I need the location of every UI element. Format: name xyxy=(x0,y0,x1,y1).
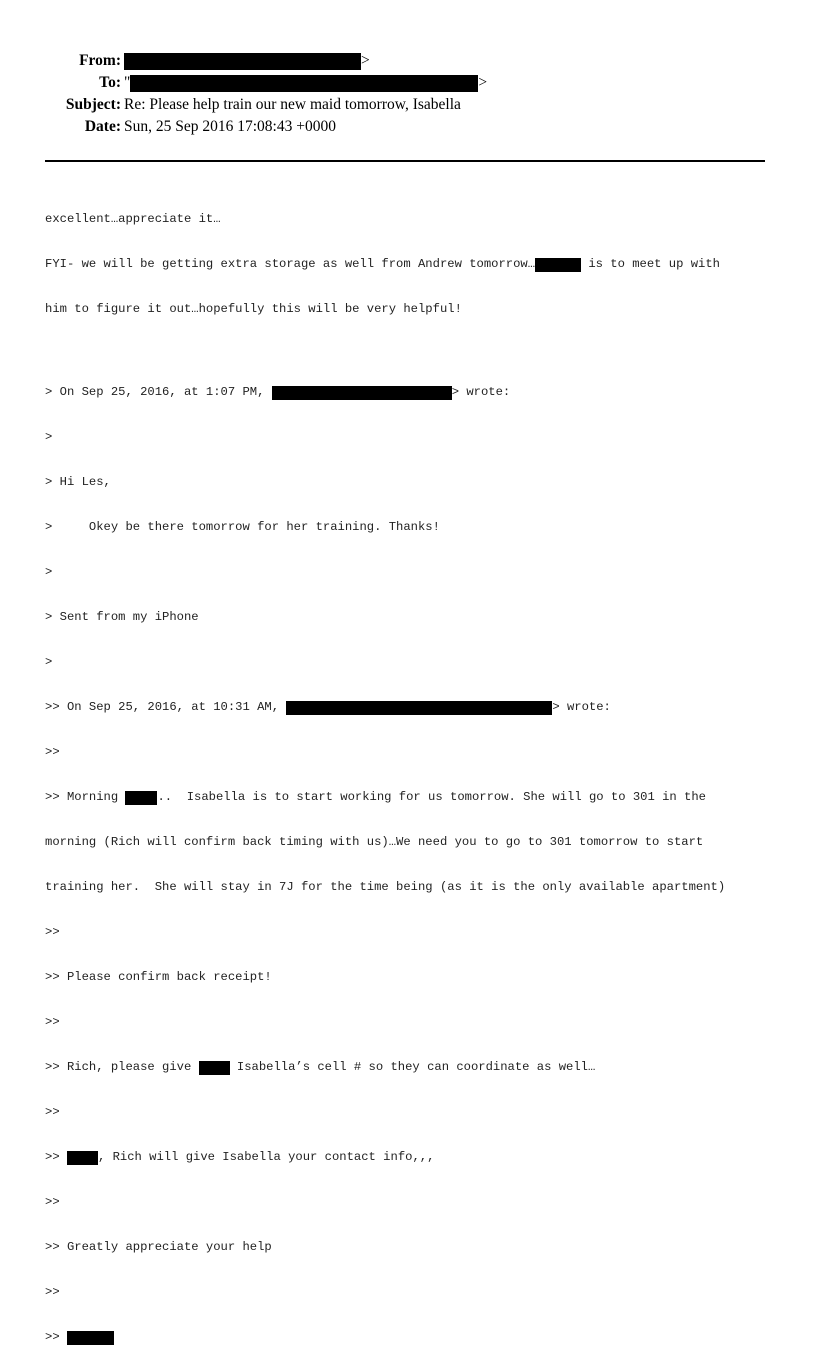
body-line xyxy=(45,1330,785,1345)
redaction-block xyxy=(124,53,361,70)
to-prefix: " xyxy=(124,74,131,91)
body-line xyxy=(45,1240,785,1255)
body-line xyxy=(45,745,785,760)
body-line xyxy=(45,385,785,400)
from-label: From: xyxy=(79,52,121,69)
text: > xyxy=(45,430,53,444)
text: > Okey be there tomorrow for her training. Thanks! xyxy=(45,520,440,534)
text: >> xyxy=(45,1195,60,1209)
body-line xyxy=(45,257,785,272)
body-line xyxy=(45,1150,785,1165)
body-line xyxy=(45,700,785,715)
redaction-block xyxy=(67,1331,114,1345)
redaction-block xyxy=(535,258,581,272)
body-line xyxy=(45,430,785,445)
to-suffix: > xyxy=(478,74,488,91)
text: >> xyxy=(45,1105,60,1119)
body-line xyxy=(45,925,785,940)
redaction-block xyxy=(130,75,478,92)
body-line xyxy=(45,610,785,625)
text: > On Sep 25, 2016, at 1:07 PM, xyxy=(45,385,272,399)
body-line xyxy=(45,970,785,985)
body-line xyxy=(45,1105,785,1120)
to-label: To: xyxy=(99,74,121,91)
text: > xyxy=(45,655,53,669)
text: >> Greatly appreciate your help xyxy=(45,1240,272,1254)
text: >> xyxy=(45,1285,60,1299)
text: >> xyxy=(45,1150,67,1164)
from-value xyxy=(124,52,370,70)
text: FYI- we will be getting extra storage as well from Andrew tomorrow… xyxy=(45,257,536,271)
to-value xyxy=(124,74,487,92)
text: >> xyxy=(45,1015,60,1029)
redaction-block xyxy=(272,386,452,400)
redaction-block xyxy=(286,701,552,715)
body-line xyxy=(45,302,785,317)
subject-value: Re: Please help train our new maid tomorrow, Isabella xyxy=(124,96,461,113)
body-line xyxy=(45,1060,785,1075)
body-line xyxy=(45,1195,785,1210)
text: > wrote: xyxy=(451,385,511,399)
text: is to meet up with xyxy=(581,257,720,271)
redaction-block xyxy=(199,1061,230,1075)
text: >> Morning xyxy=(45,790,126,804)
body-line xyxy=(45,835,785,850)
text: >> On Sep 25, 2016, at 10:31 AM, xyxy=(45,700,287,714)
text: > xyxy=(45,565,53,579)
body-line xyxy=(45,520,785,535)
text: >> Please confirm back receipt! xyxy=(45,970,272,984)
header-divider xyxy=(45,160,765,162)
text: , Rich will give Isabella your contact info,,, xyxy=(97,1150,435,1164)
date-label: Date: xyxy=(84,118,121,135)
text: >> Rich, please give xyxy=(45,1060,199,1074)
text: excellent…appreciate it… xyxy=(45,212,221,226)
text: > wrote: xyxy=(552,700,611,714)
text: training her. She will stay in 7J for the time being (as it is the only available apartment) xyxy=(45,880,726,894)
body-line xyxy=(45,1015,785,1030)
text: > Hi Les, xyxy=(45,475,111,489)
redaction-block xyxy=(67,1151,98,1165)
text: >> xyxy=(45,1330,67,1344)
body-line xyxy=(45,655,785,670)
date-value: Sun, 25 Sep 2016 17:08:43 +0000 xyxy=(124,118,336,135)
text: >> xyxy=(45,925,60,939)
email-body xyxy=(45,182,785,1360)
body-line xyxy=(45,565,785,580)
body-line xyxy=(45,880,785,895)
text: Isabella’s cell # so they can coordinate as well… xyxy=(229,1060,596,1074)
body-line xyxy=(45,475,785,490)
text: > Sent from my iPhone xyxy=(45,610,199,624)
text: >> xyxy=(45,745,60,759)
redaction-block xyxy=(125,791,157,805)
body-line xyxy=(45,790,785,805)
text: .. Isabella is to start working for us tomorrow. She will go to 301 in the xyxy=(157,790,706,804)
subject-label: Subject: xyxy=(65,96,121,113)
body-line xyxy=(45,1285,785,1300)
text: morning (Rich will confirm back timing with us)…We need you to go to 301 tomorrow to start xyxy=(45,835,704,849)
body-line xyxy=(45,212,785,227)
from-suffix: > xyxy=(361,52,370,69)
text: him to figure it out…hopefully this will be very helpful! xyxy=(45,302,462,316)
